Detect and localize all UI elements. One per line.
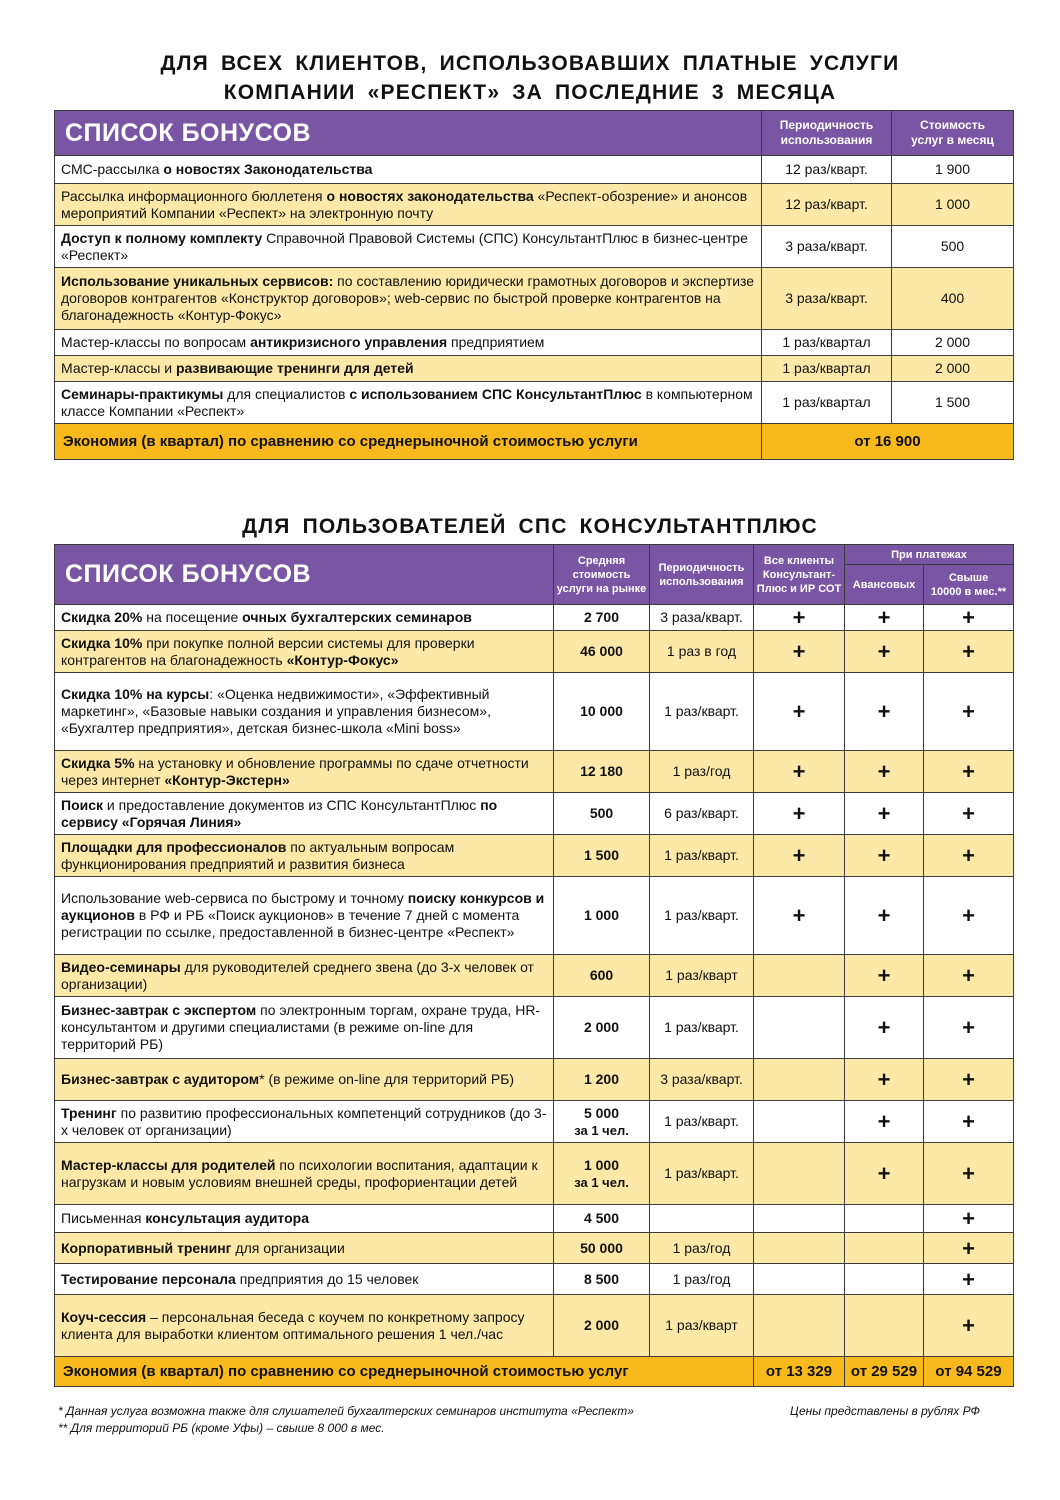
bonus-text-part: Бизнес-завтрак с аудитором: [61, 1071, 260, 1087]
column-header-period-line-2: использования: [780, 133, 873, 147]
bonus-description: [55, 1101, 554, 1143]
section-title-1: [0, 52, 1060, 105]
table-2-total-over-10000: от 94 529: [924, 1357, 1014, 1387]
bonus-text-part: по составлению юридически грамотных договоров и экспертизе договоров контрагентов «Конструктор договоров»; web-сервис по быстрой проверке контрагентов на благонадежность «Контур-Фокус»: [61, 273, 755, 323]
table-row: [55, 184, 1014, 226]
column-header-payments: При платежах: [845, 545, 1014, 565]
bonus-text-part: по электронным торгам, охране труда, HR-консультантом и другими специалистами (в режиме on-line для территорий РБ): [61, 1002, 541, 1052]
bonus-text-part: при покупке полной версии системы для проверки контрагентов на благонадежность: [61, 634, 475, 668]
plus-mark: +: [962, 843, 975, 868]
column-header-advance: Авансовых: [845, 565, 924, 605]
bonus-period: 3 раза/кварт.: [762, 226, 892, 268]
table-1-title: СПИСОК БОНУСОВ: [55, 111, 762, 156]
bonus-description: [55, 156, 762, 184]
plus-mark: +: [962, 963, 975, 988]
plus-mark: +: [877, 903, 891, 928]
table-row: [55, 268, 1014, 330]
plus-advance-cell: [845, 793, 924, 835]
market-price-line: 10 000: [580, 703, 623, 719]
bonus-description: [55, 330, 762, 356]
market-price: [554, 835, 650, 877]
column-header-periodicity-line-1: Периодичность: [658, 561, 745, 574]
plus-advance-cell: [845, 1295, 924, 1357]
usage-period: 1 раз/кварт.: [650, 877, 754, 955]
plus-mark: +: [792, 699, 806, 724]
usage-period: [650, 1205, 754, 1233]
bonus-description: [55, 877, 554, 955]
market-price: [554, 1264, 650, 1295]
market-price: [554, 1295, 650, 1357]
plus-mark: +: [792, 903, 806, 928]
table-2-total-all-clients: от 13 329: [754, 1357, 845, 1387]
plus-mark: +: [792, 639, 806, 664]
bonus-description: [55, 835, 554, 877]
usage-period: 1 раз/кварт.: [650, 1101, 754, 1143]
plus-mark: +: [877, 1161, 891, 1186]
plus-mark: +: [962, 1015, 975, 1040]
bonus-text-part: Тренинг: [61, 1104, 117, 1121]
plus-mark: +: [962, 1109, 975, 1134]
market-price: [554, 793, 650, 835]
column-header-period: [762, 111, 892, 156]
bonus-text-part: о новостях законодательства: [326, 187, 534, 204]
plus-mark: +: [792, 759, 806, 784]
market-price: [554, 1059, 650, 1101]
bonus-description: [55, 1059, 554, 1101]
bonus-text-part: и предоставление документов из СПС КонсультантПлюс: [103, 796, 481, 813]
bonus-period: 1 раз/квартал: [762, 356, 892, 382]
market-price-line: 2 700: [583, 609, 620, 625]
bonus-description: [55, 356, 762, 382]
market-price-line: за 1 чел.: [574, 1122, 629, 1138]
plus-over-10000-cell: [924, 1143, 1014, 1205]
column-header-periodicity-line-2: использования: [659, 575, 744, 588]
bonus-text-part: Бизнес-завтрак с экспертом: [61, 1002, 257, 1018]
bonus-text-part: для специалистов: [223, 385, 350, 402]
bonus-text-part: «Контур-Экстерн»: [164, 771, 290, 788]
plus-over-10000-cell: [924, 751, 1014, 793]
bonus-text-part: Тестирование персонала: [61, 1270, 236, 1287]
plus-mark: +: [877, 1109, 891, 1134]
bonus-text-part: антикризисного управления: [250, 334, 448, 350]
market-price-line: 5 000: [583, 1104, 620, 1121]
usage-period: 3 раза/кварт.: [650, 605, 754, 631]
bonus-cost: 1 000: [892, 184, 1014, 226]
bonus-text-part: Скидка 5%: [61, 754, 135, 771]
table-row: [55, 673, 1014, 751]
bonus-text-part: для руководителей среднего звена (до 3-х человек от организации): [61, 958, 534, 992]
bonus-text-part: предприятием: [447, 334, 545, 350]
bonus-text-part: Письменная: [61, 1210, 146, 1226]
plus-all-clients-cell: [754, 631, 845, 673]
bonus-description: [55, 268, 762, 330]
plus-advance-cell: [845, 673, 924, 751]
bonus-text-part: Рассылка информационного бюллетеня: [61, 187, 327, 204]
bonus-text-part: предприятия до 15 человек: [235, 1270, 419, 1287]
column-header-over-10000: [924, 565, 1014, 605]
market-price-line: 600: [589, 967, 614, 983]
bonus-period: 1 раз/квартал: [762, 382, 892, 424]
plus-mark: +: [877, 801, 891, 826]
table-row: [55, 1233, 1014, 1264]
table-row: [55, 1143, 1014, 1205]
column-header-over-10000-line-1: Свыше: [948, 571, 989, 584]
usage-period: 1 раз в год: [650, 631, 754, 673]
bonus-description: [55, 1264, 554, 1295]
plus-all-clients-cell: [754, 955, 845, 997]
table-row: [55, 997, 1014, 1059]
bonus-cost: 1 900: [892, 156, 1014, 184]
plus-all-clients-cell: [754, 605, 845, 631]
plus-over-10000-cell: [924, 997, 1014, 1059]
market-price: [554, 997, 650, 1059]
plus-over-10000-cell: [924, 1295, 1014, 1357]
section-title-1-line-1: ДЛЯ ВСЕХ КЛИЕНТОВ, ИСПОЛЬЗОВАВШИХ ПЛАТНЫЕ УСЛУГИ: [160, 52, 900, 75]
bonus-text-part: Справочной Правовой Системы (СПС) КонсультантПлюс в бизнес-центре «Респект»: [61, 229, 748, 263]
bonus-text-part: по психологии воспитания, адаптации к нагрузкам и новым условиям внешней среды, профориентации детей: [61, 1156, 538, 1190]
bonus-period: 12 раз/кварт.: [762, 156, 892, 184]
plus-all-clients-cell: [754, 1143, 845, 1205]
bonus-period: 12 раз/кварт.: [762, 184, 892, 226]
bonus-text-part: Скидка 20%: [61, 609, 143, 625]
market-price-line: 1 500: [583, 847, 620, 863]
market-price-line: 500: [589, 805, 614, 821]
bonus-description: [55, 605, 554, 631]
usage-period: 1 раз/год: [650, 1233, 754, 1264]
plus-over-10000-cell: [924, 1264, 1014, 1295]
usage-period: 1 раз/кварт.: [650, 835, 754, 877]
market-price-line: 2 000: [583, 1317, 620, 1333]
plus-advance-cell: [845, 997, 924, 1059]
plus-mark: +: [962, 801, 975, 826]
plus-over-10000-cell: [924, 793, 1014, 835]
plus-mark: +: [877, 843, 891, 868]
plus-advance-cell: [845, 877, 924, 955]
bonus-description: [55, 1295, 554, 1357]
plus-advance-cell: [845, 1101, 924, 1143]
plus-advance-cell: [845, 751, 924, 793]
bonus-text-part: Коуч-сессия: [61, 1308, 147, 1325]
table-row: [55, 955, 1014, 997]
table-row: [55, 605, 1014, 631]
bonus-period: 1 раз/квартал: [762, 330, 892, 356]
plus-over-10000-cell: [924, 673, 1014, 751]
column-header-all-clients-line-2: Консультант-: [762, 568, 836, 581]
bonus-text-part: Корпоративный тренинг: [61, 1239, 232, 1256]
table-row: [55, 356, 1014, 382]
column-header-over-10000-line-2: 10000 в мес.**: [930, 585, 1007, 598]
market-price: [554, 605, 650, 631]
plus-advance-cell: [845, 835, 924, 877]
market-price: [554, 955, 650, 997]
column-header-all-clients-line-1: Все клиенты: [763, 554, 835, 567]
plus-all-clients-cell: [754, 1233, 845, 1264]
bonus-description: [55, 997, 554, 1059]
market-price: [554, 751, 650, 793]
bonus-description: [55, 1205, 554, 1233]
plus-mark: +: [877, 605, 891, 630]
section-title-1-line-2: КОМПАНИИ «РЕСПЕКТ» ЗА ПОСЛЕДНИЕ 3 МЕСЯЦА: [223, 81, 837, 104]
plus-advance-cell: [845, 955, 924, 997]
plus-over-10000-cell: [924, 1101, 1014, 1143]
plus-all-clients-cell: [754, 751, 845, 793]
bonus-text-part: Мастер-классы и: [61, 360, 176, 376]
table-row: [55, 226, 1014, 268]
bonus-text-part: по сервису «Горячая Линия»: [61, 796, 498, 830]
bonus-description: [55, 751, 554, 793]
bonus-text-part: Мастер-классы для родителей: [61, 1156, 276, 1173]
footnote-1: * Данная услуга возможна также для слушателей бухгалтерских семинаров института «Респект»: [58, 1404, 634, 1418]
bonus-cost: 1 500: [892, 382, 1014, 424]
bonus-text-part: для организации: [231, 1239, 345, 1256]
usage-period: 6 раз/кварт.: [650, 793, 754, 835]
bonus-table-all-clients: [54, 110, 1014, 460]
table-2-total-advance: от 29 529: [845, 1357, 924, 1387]
bonus-text-part: : «Оценка недвижимости», «Эффективный маркетинг», «Базовые навыки создания и управления бизнесом», «Бухгалтер предприятия», детская бизнес-школа «Mini boss»: [61, 686, 491, 736]
market-price-line: 8 500: [583, 1270, 620, 1287]
plus-mark: +: [962, 1161, 975, 1186]
bonus-text-part: в компьютерном классе Компании «Респект»: [61, 385, 753, 419]
plus-advance-cell: [845, 605, 924, 631]
bonus-text-part: в РФ и РБ «Поиск аукционов» в течение 7 дней с момента регистрации по ссылке, предоставленной в бизнес-центре «Респект»: [61, 907, 520, 940]
bonus-description: [55, 955, 554, 997]
table-row: [55, 330, 1014, 356]
plus-all-clients-cell: [754, 1205, 845, 1233]
table-row: [55, 793, 1014, 835]
plus-advance-cell: [845, 1233, 924, 1264]
column-header-all-clients: [754, 545, 845, 605]
market-price: [554, 1233, 650, 1264]
market-price: [554, 1143, 650, 1205]
plus-mark: +: [962, 1313, 975, 1338]
table-row: [55, 751, 1014, 793]
usage-period: 1 раз/кварт.: [650, 673, 754, 751]
bonus-description: [55, 1143, 554, 1205]
plus-over-10000-cell: [924, 835, 1014, 877]
market-price: [554, 1205, 650, 1233]
table-1-total-value: от 16 900: [762, 424, 1014, 460]
table-2-total-label: Экономия (в квартал) по сравнению со среднерыночной стоимостью услуг: [55, 1357, 754, 1387]
table-row: [55, 1059, 1014, 1101]
plus-all-clients-cell: [754, 835, 845, 877]
bonus-cost: 400: [892, 268, 1014, 330]
plus-mark: +: [792, 843, 806, 868]
usage-period: 1 раз/кварт.: [650, 997, 754, 1059]
plus-all-clients-cell: [754, 997, 845, 1059]
bonus-text-part: СМС-рассылка: [61, 161, 164, 177]
market-price: [554, 673, 650, 751]
plus-over-10000-cell: [924, 1233, 1014, 1264]
plus-mark: +: [962, 1266, 975, 1292]
column-header-avg-price-line-3: услуги на рынке: [556, 582, 647, 595]
bonus-text-part: «Респект-обозрение» и анонсов мероприятий Компании «Респект» на электронную почту: [61, 187, 748, 221]
bonus-description: [55, 184, 762, 226]
table-row: [55, 382, 1014, 424]
table-2-title: СПИСОК БОНУСОВ: [55, 545, 554, 605]
bonus-table-consultantplus-users: [54, 544, 1014, 1387]
bonus-description: [55, 631, 554, 673]
table-row: [55, 631, 1014, 673]
market-price-line: 46 000: [580, 643, 623, 659]
bonus-text-part: Использование уникальных сервисов:: [61, 273, 334, 289]
market-price-line: 4 500: [583, 1210, 620, 1226]
plus-mark: +: [877, 759, 891, 784]
bonus-text-part: Скидка 10% на курсы: [61, 686, 210, 702]
market-price: [554, 631, 650, 673]
bonus-text-part: очных бухгалтерских семинаров: [242, 609, 472, 625]
market-price-line: 12 180: [580, 763, 623, 779]
plus-advance-cell: [845, 1059, 924, 1101]
bonus-text-part: Доступ к полному комплекту: [61, 229, 263, 246]
bonus-text-part: Поиск: [61, 796, 104, 813]
market-price-line: 1 000: [583, 1156, 620, 1173]
plus-over-10000-cell: [924, 955, 1014, 997]
column-header-periodicity: [650, 545, 754, 605]
bonus-text-part: «Контур-Фокус»: [286, 651, 399, 668]
plus-mark: +: [877, 1015, 891, 1040]
bonus-text-part: Видео-семинары: [61, 958, 181, 975]
market-price-line: за 1 чел.: [574, 1174, 629, 1190]
bonus-period: 3 раза/кварт.: [762, 268, 892, 330]
plus-all-clients-cell: [754, 1101, 845, 1143]
plus-over-10000-cell: [924, 1059, 1014, 1101]
bonus-cost: 2 000: [892, 356, 1014, 382]
bonus-description: [55, 1233, 554, 1264]
plus-all-clients-cell: [754, 1295, 845, 1357]
table-row: [55, 1101, 1014, 1143]
footnotes: [58, 1403, 634, 1437]
plus-mark: +: [962, 1206, 975, 1231]
usage-period: 1 раз/год: [650, 751, 754, 793]
table-row: [55, 877, 1014, 955]
section-title-2: ДЛЯ ПОЛЬЗОВАТЕЛЕЙ СПС КОНСУЛЬТАНТПЛЮС: [242, 515, 818, 538]
plus-mark: +: [962, 1235, 975, 1261]
bonus-text-part: развивающие тренинги для детей: [176, 360, 414, 376]
plus-mark: +: [877, 699, 891, 724]
market-price-line: 1 200: [583, 1071, 620, 1087]
bonus-text-part: на установку и обновление программы по сдаче отчетности через интернет: [61, 754, 529, 788]
bonus-text-part: Площадки для профессионалов: [61, 838, 287, 855]
plus-mark: +: [962, 699, 975, 724]
plus-over-10000-cell: [924, 605, 1014, 631]
plus-over-10000-cell: [924, 1205, 1014, 1233]
market-price: [554, 877, 650, 955]
column-header-cost: [892, 111, 1014, 156]
plus-over-10000-cell: [924, 877, 1014, 955]
column-header-avg-price: [554, 545, 650, 605]
plus-advance-cell: [845, 1205, 924, 1233]
plus-mark: +: [877, 639, 891, 664]
currency-note: Цены представлены в рублях РФ: [790, 1404, 981, 1418]
table-1-total-label: Экономия (в квартал) по сравнению со среднерыночной стоимостью услуги: [55, 424, 762, 460]
column-header-all-clients-line-3: Плюс и ИР СОТ: [756, 582, 842, 595]
bonus-cost: 2 000: [892, 330, 1014, 356]
table-row: [55, 1295, 1014, 1357]
bonus-text-part: на посещение: [142, 609, 243, 625]
bonus-text-part: поиску конкурсов и аукционов: [61, 890, 545, 923]
market-price-line: 2 000: [583, 1019, 620, 1035]
table-row: [55, 156, 1014, 184]
plus-mark: +: [877, 1067, 891, 1092]
bonus-description: [55, 226, 762, 268]
plus-all-clients-cell: [754, 1059, 845, 1101]
plus-advance-cell: [845, 631, 924, 673]
plus-mark: +: [962, 605, 975, 630]
column-header-cost-line-1: Стоимость: [920, 118, 985, 132]
footnote-2: ** Для территорий РБ (кроме Уфы) – свыше 8 000 в мес.: [58, 1421, 385, 1435]
plus-advance-cell: [845, 1143, 924, 1205]
plus-over-10000-cell: [924, 631, 1014, 673]
bonus-text-part: по развитию профессиональных компетенций сотрудников (до 3-х человек от организации): [61, 1104, 547, 1138]
plus-mark: +: [962, 903, 975, 928]
plus-all-clients-cell: [754, 877, 845, 955]
column-header-avg-price-line-2: стоимость: [572, 568, 631, 581]
plus-all-clients-cell: [754, 673, 845, 751]
usage-period: 1 раз/кварт.: [650, 1143, 754, 1205]
usage-period: 1 раз/кварт: [650, 1295, 754, 1357]
bonus-description: [55, 793, 554, 835]
bonus-text-part: * (в режиме on-line для территорий РБ): [259, 1071, 515, 1087]
bonus-description: [55, 673, 554, 751]
bonus-text-part: с использованием СПС КонсультантПлюс: [349, 385, 642, 402]
bonus-cost: 500: [892, 226, 1014, 268]
column-header-cost-line-2: услуг в месяц: [911, 133, 994, 147]
bonus-text-part: Мастер-классы по вопросам: [61, 334, 251, 350]
market-price-line: 1 000: [583, 907, 620, 923]
bonus-description: [55, 382, 762, 424]
bonus-text-part: о новостях Законодательства: [163, 161, 373, 177]
usage-period: 1 раз/кварт: [650, 955, 754, 997]
plus-mark: +: [877, 963, 891, 988]
market-price-line: 50 000: [580, 1239, 623, 1256]
plus-mark: +: [962, 1067, 975, 1092]
table-row: [55, 1205, 1014, 1233]
column-header-avg-price-line-1: Средняя: [577, 554, 626, 567]
bonus-text-part: – персональная беседа с коучем по конкретному запросу клиента для выработки клиентом оптимального решения 1 чел./час: [61, 1308, 525, 1342]
plus-all-clients-cell: [754, 793, 845, 835]
bonus-text-part: по актуальным вопросам функционирования предприятий и развития бизнеса: [61, 838, 455, 872]
plus-mark: +: [962, 759, 975, 784]
market-price: [554, 1101, 650, 1143]
bonus-text-part: консультация аудитора: [145, 1210, 309, 1226]
plus-all-clients-cell: [754, 1264, 845, 1295]
plus-advance-cell: [845, 1264, 924, 1295]
plus-mark: +: [792, 801, 806, 826]
usage-period: 1 раз/год: [650, 1264, 754, 1295]
table-row: [55, 835, 1014, 877]
bonus-text-part: Скидка 10%: [61, 634, 143, 651]
bonus-text-part: Семинары-практикумы: [61, 385, 224, 402]
plus-mark: +: [792, 605, 806, 630]
column-header-period-line-1: Периодичность: [779, 118, 874, 132]
usage-period: 3 раза/кварт.: [650, 1059, 754, 1101]
plus-mark: +: [962, 639, 975, 664]
bonus-text-part: Использование web-сервиса по быстрому и точному: [61, 890, 408, 906]
table-row: [55, 1264, 1014, 1295]
